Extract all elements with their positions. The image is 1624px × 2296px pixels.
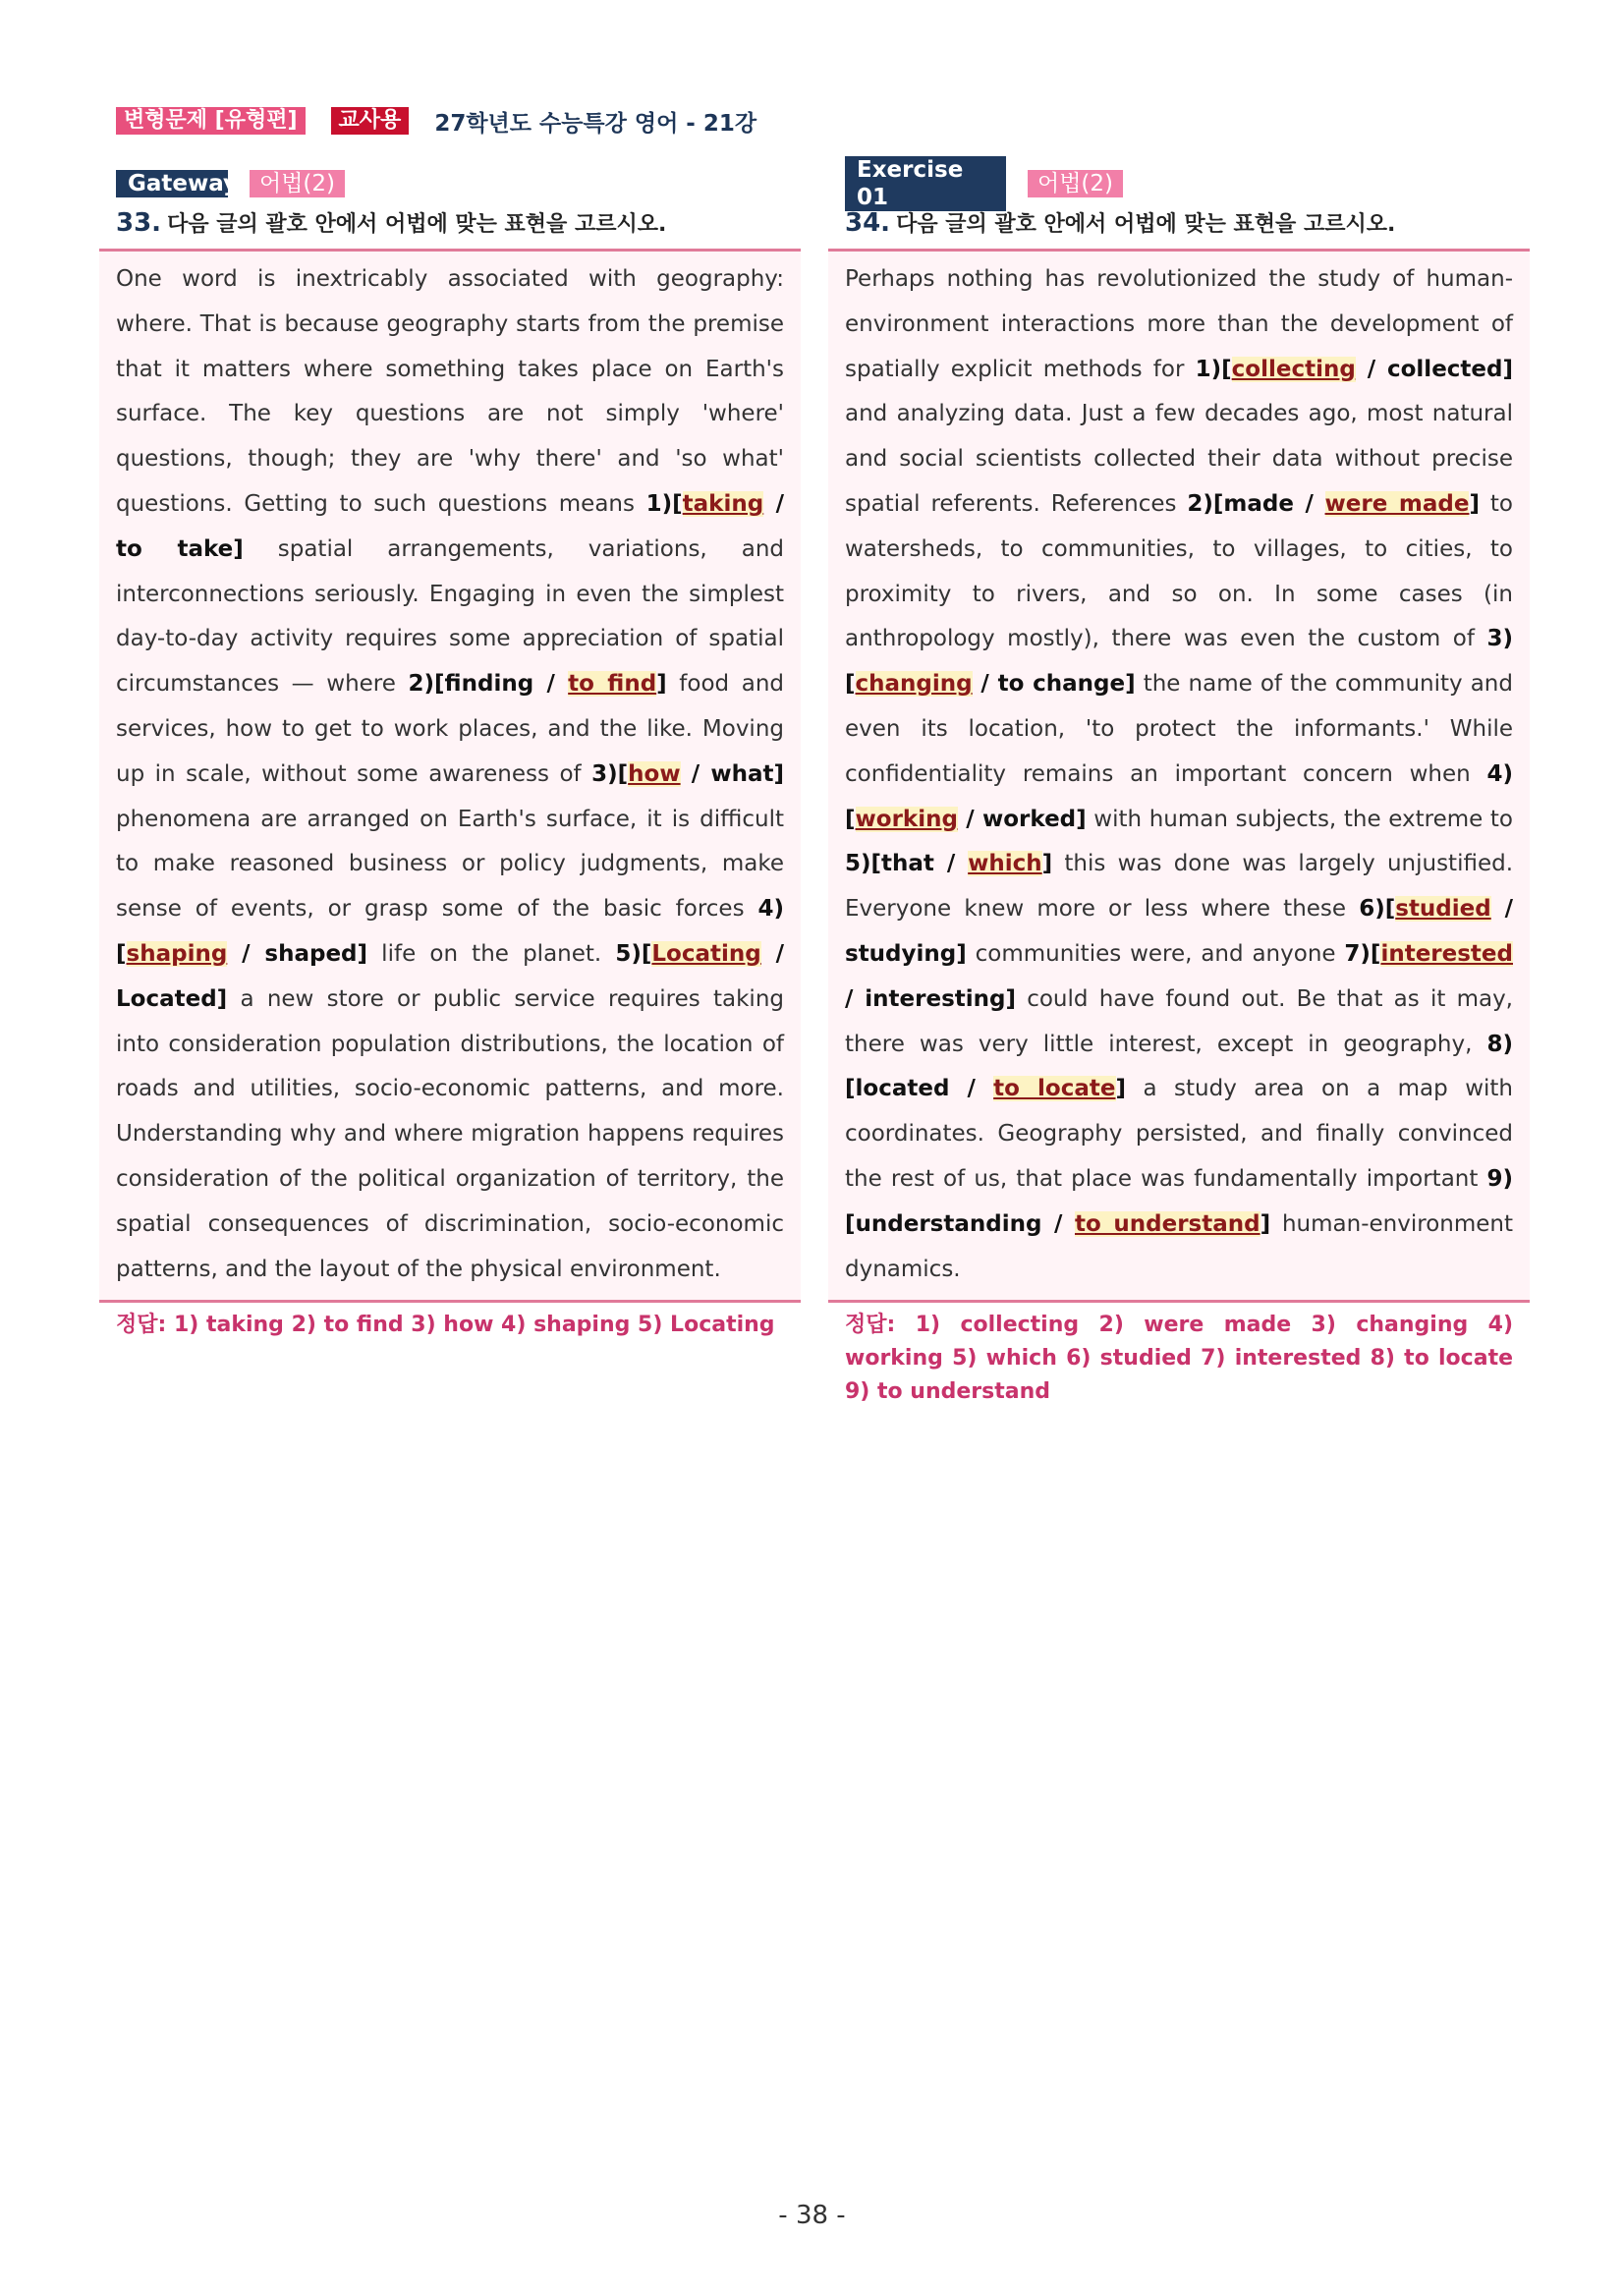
page-header	[116, 106, 756, 136]
question-34	[828, 207, 1530, 239]
passage-34	[828, 249, 1530, 1303]
grammar-type-label: 어법(2)	[250, 170, 345, 197]
right-column	[828, 157, 1530, 1409]
teacher-tag: 교사용	[331, 107, 410, 135]
answer-key-34: 정답: 1) collecting 2) were made 3) changing 4) working 5) which 6) studied 7) interested 8) to locate 9) to understand	[845, 1313, 1513, 1405]
gateway-label: Gateway	[116, 170, 228, 197]
question-number: 33.	[116, 208, 162, 238]
answer-key-33: 정답: 1) taking 2) to find 3) how 4) shaping 5) Locating	[116, 1313, 775, 1338]
question-instruction: 다음 글의 괄호 안에서 어법에 맞는 표현을 고르시오.	[896, 212, 1396, 237]
question-33	[99, 207, 801, 239]
question-number: 34.	[845, 208, 891, 238]
page-number: - 38 -	[778, 2201, 846, 2230]
question-instruction: 다음 글의 괄호 안에서 어법에 맞는 표현을 고르시오.	[167, 212, 667, 237]
left-column	[99, 170, 801, 1342]
passage-text: One word is inextricably associated with geography: where. That is because geography starts from the premise that it matters where something takes place on Earth's surface. The key questions are not simply 'where' questions, though; they are 'why there' and 'so what' questions. Getting to such questions means 1)[taking / to take] spatial arrangements, variations, and interconnections seriously. Engaging in even the simplest day-to-day activity requires some appreciation of spatial circumstances — where 2)[finding / to find] food and services, how to get to work places, and the like. Moving up in scale, without some awareness of 3)[how / what] phenomena are arranged on Earth's surface, it is difficult to make reasoned business or policy judgments, make sense of events, or grasp some of the basic forces 4)[shaping / shaped] life on the planet. 5)[Locating / Located] a new store or public service requires taking into consideration population distributions, the location of roads and utilities, socio-economic patterns, and more. Understanding why and where migration happens requires consideration of the political organization of territory, the spatial consequences of discrimination, socio-economic patterns, and the layout of the physical environment.	[116, 266, 784, 1282]
exercise-label: Exercise 01	[845, 156, 1006, 211]
right-labels	[828, 157, 1530, 210]
page-title: 27학년도 수능특강 영어 - 21강	[434, 110, 757, 137]
variation-tag: 변형문제 [유형편]	[116, 107, 306, 135]
grammar-type-label: 어법(2)	[1028, 170, 1123, 197]
left-labels	[99, 170, 801, 197]
passage-text: Perhaps nothing has revolutionized the study of human-environment interactions more than the development of spatially explicit methods for 1)[collecting / collected] and analyzing data. Just a few decades ago, most natural and social scientists collected their data without precise spatial referents. References 2)[made / were made] to watersheds, to communities, to villages, to cities, to proximity to rivers, and so on. In some cases (in anthropology mostly), there was even the custom of 3)[changing / to change] the name of the community and even its location, 'to protect the informants.' While confidentiality remains an important concern when 4)[working / worked] with human subjects, the extreme to 5)[that / which] this was done was largely unjustified. Everyone knew more or less where these 6)[studied / studying] communities were, and anyone 7)[interested / interesting] could have found out. Be that as it may, there was very little interest, except in geography, 8)[located / to locate] a study area on a map with coordinates. Geography persisted, and finally convinced the rest of us, that place was fundamentally important 9)[understanding / to understand] human-environment dynamics.	[845, 266, 1514, 1282]
passage-33	[99, 249, 801, 1303]
